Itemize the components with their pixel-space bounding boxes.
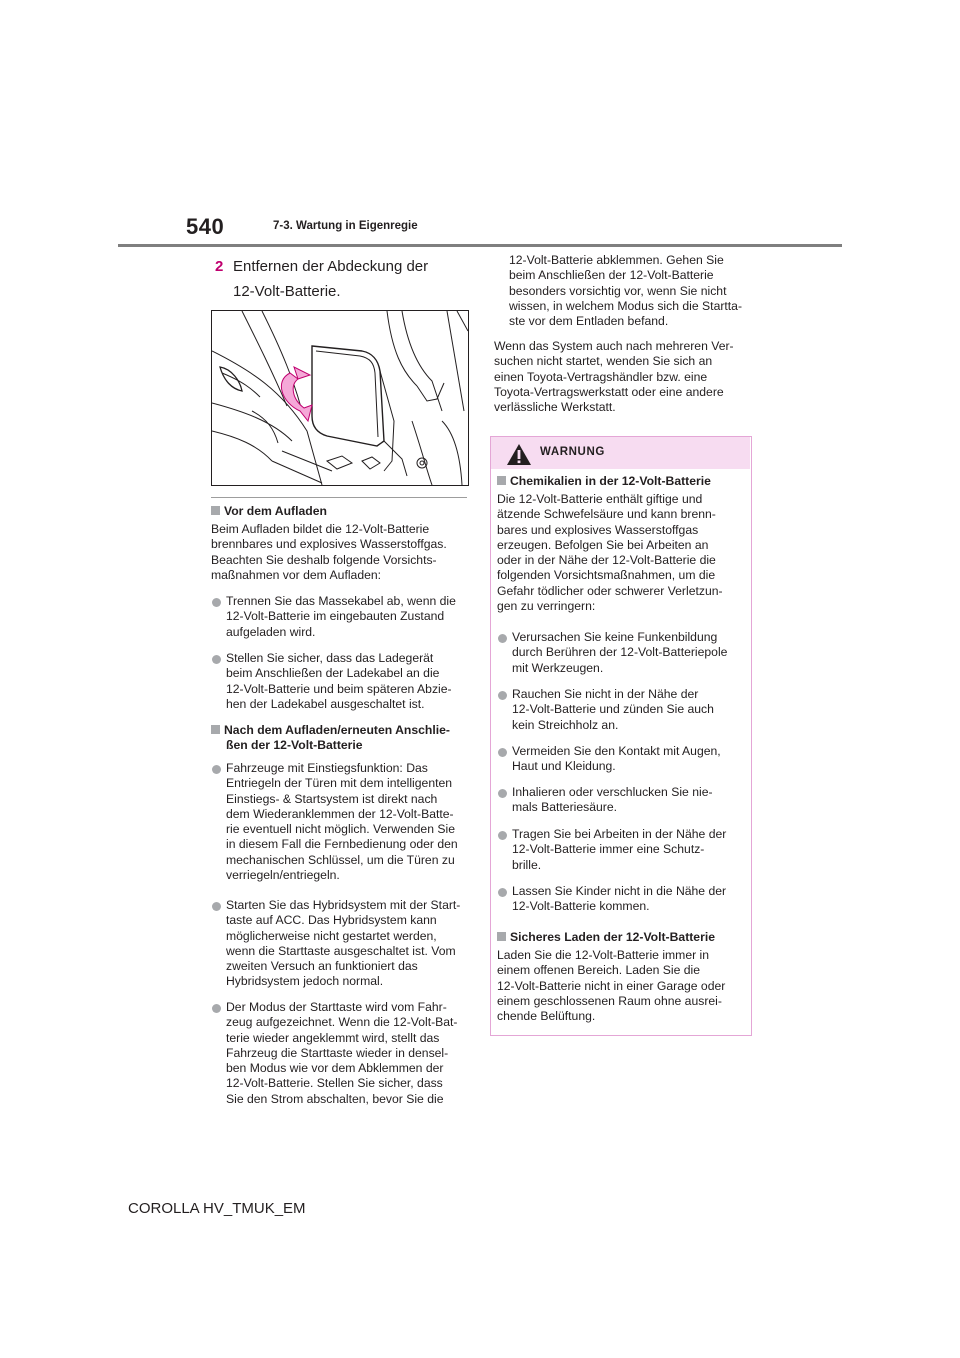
- round-bullet-icon: [212, 598, 221, 607]
- round-bullet-icon: [212, 765, 221, 774]
- step-text-line2: 12-Volt-Batterie.: [233, 283, 341, 300]
- round-bullet-icon: [212, 655, 221, 664]
- list-item: Rauchen Sie nicht in der Nähe der 12-Volt-Batterie und zünden Sie auch kein Streichholz an.: [512, 687, 714, 732]
- safe-charging-text: Laden Sie die 12-Volt-Batterie immer in einem offenen Bereich. Laden Sie die 12-Volt-Batterie nicht in einer Garage oder einem geschlossenen Raum ohne ausrei- chende Belüftung.: [497, 948, 726, 1024]
- round-bullet-icon: [498, 888, 507, 897]
- battery-cover-illustration: [211, 310, 469, 486]
- square-bullet-icon: [211, 725, 220, 734]
- list-item: Lassen Sie Kinder nicht in die Nähe der 12-Volt-Batterie kommen.: [512, 884, 727, 914]
- continuation-text: 12-Volt-Batterie abklemmen. Gehen Sie beim Anschließen der 12-Volt-Batterie besonders vorsichtig vor, wenn Sie nicht wissen, in welchem Modus sich die Startta- ste vor dem Entladen befand.: [509, 253, 743, 329]
- header-rule: [118, 244, 842, 247]
- contact-dealer-paragraph: Wenn das System auch nach mehreren Ver- suchen nicht startet, wenden Sie sich an einen Toyota-Vertragshändler bzw. eine Toyota-Vertragswerkstatt oder eine andere verlässliche Werkstatt.: [494, 339, 734, 415]
- square-bullet-icon: [211, 506, 220, 515]
- round-bullet-icon: [498, 748, 507, 757]
- square-bullet-icon: [497, 932, 506, 941]
- round-bullet-icon: [498, 634, 507, 643]
- step-number: 2: [215, 258, 224, 275]
- page-number: 540: [186, 214, 225, 239]
- before-charging-intro: Beim Aufladen bildet die 12-Volt-Batterie brennbares und explosives Wasserstoffgas. Beachten Sie deshalb folgende Vorsichts- maßnahmen vor dem Aufladen:: [211, 522, 447, 582]
- warning-label: WARNUNG: [540, 446, 605, 458]
- chemicals-intro: Die 12-Volt-Batterie enthält giftige und ätzende Schwefelsäure und kann brenn- bares und explosives Wasserstoffgas erzeugen. Befolgen Sie bei Arbeiten an oder in der Nähe der 12-Volt-Batterie die folgenden Vorsichtsmaßnahmen, um die Gefahr tödlicher oder schwerer Verletzun- gen zu verringern:: [497, 492, 723, 614]
- list-item: Tragen Sie bei Arbeiten in der Nähe der 12-Volt-Batterie immer eine Schutz- brille.: [512, 827, 727, 872]
- chemicals-heading: Chemikalien in der 12-Volt-Batterie: [497, 474, 711, 489]
- figure-rule: [211, 497, 467, 498]
- list-item: Inhalieren oder verschlucken Sie nie- mals Batteriesäure.: [512, 785, 713, 815]
- after-charging-heading: Nach dem Aufladen/erneuten Anschlie- ßen der 12-Volt-Batterie: [211, 723, 450, 754]
- round-bullet-icon: [212, 1004, 221, 1013]
- round-bullet-icon: [212, 902, 221, 911]
- round-bullet-icon: [498, 789, 507, 798]
- list-item: Trennen Sie das Massekabel ab, wenn die 12-Volt-Batterie im eingebauten Zustand aufgeladen wird.: [226, 594, 456, 639]
- list-item: Der Modus der Starttaste wird vom Fahr- zeug aufgezeichnet. Wenn die 12-Volt-Bat- terie wieder angeklemmt wird, stellt das Fahrzeug die Starttaste wieder in densel- ben Modus wie vor dem Abklemmen der 12-Volt-Batterie. Stellen Sie sicher, dass Sie den Strom abschalten, bevor Sie die: [226, 1000, 458, 1106]
- section-title: 7-3. Wartung in Eigenregie: [273, 220, 418, 232]
- list-item: Verursachen Sie keine Funkenbildung durch Berühren der 12-Volt-Batteriepole mit Werkzeugen.: [512, 630, 728, 675]
- footer-model: COROLLA HV_TMUK_EM: [128, 1200, 306, 1217]
- warning-triangle-icon: [506, 443, 532, 466]
- before-charging-heading: Vor dem Aufladen: [211, 504, 327, 519]
- round-bullet-icon: [498, 691, 507, 700]
- list-item: Fahrzeuge mit Einstiegsfunktion: Das Entriegeln der Türen mit dem intelligenten Einstiegs- & Startsystem ist direkt nach dem Wiederanklemmen der 12-Volt-Batte- rie eventuell nicht möglich. Verwenden Sie in diesem Fall die Fernbedienung oder den mechanischen Schlüssel, um die Türen zu verriegeln/entriegeln.: [226, 761, 458, 883]
- safe-charging-heading: Sicheres Laden der 12-Volt-Batterie: [497, 930, 715, 945]
- list-item: Stellen Sie sicher, dass das Ladegerät beim Anschließen der Ladekabel an die 12-Volt-Batterie und beim späteren Abzie- hen der Ladekabel ausgeschaltet ist.: [226, 651, 452, 711]
- square-bullet-icon: [497, 476, 506, 485]
- list-item: Starten Sie das Hybridsystem mit der Start- taste auf ACC. Das Hybridsystem kann möglicherweise nicht gestartet werden, wenn die Starttaste ausgeschaltet ist. Vom zweiten Versuch an funktioniert das Hybridsystem jedoch normal.: [226, 898, 461, 989]
- trunk-line-drawing: [212, 311, 468, 485]
- list-item: Vermeiden Sie den Kontakt mit Augen, Haut und Kleidung.: [512, 744, 721, 774]
- round-bullet-icon: [498, 831, 507, 840]
- step-text-line1: Entfernen der Abdeckung der: [233, 258, 429, 275]
